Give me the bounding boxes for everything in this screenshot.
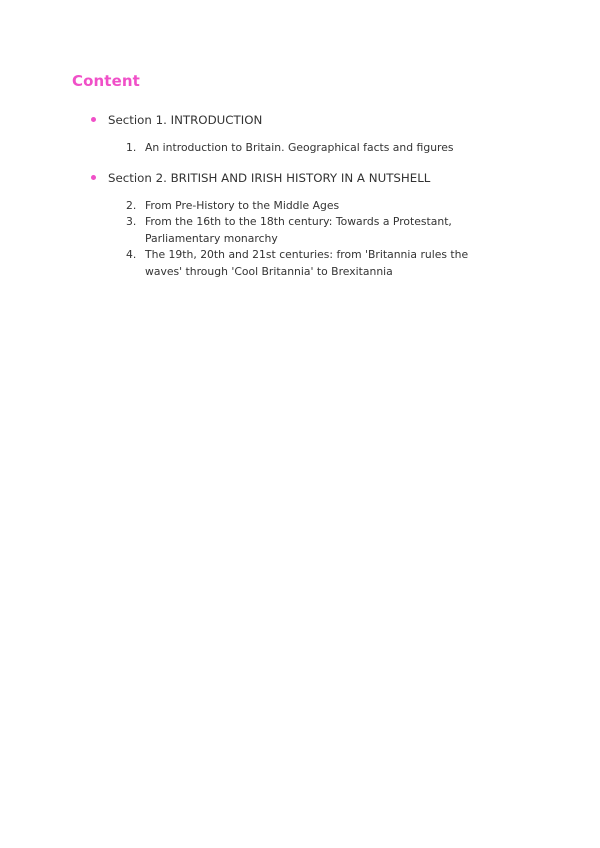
section-1-prefix: Section 1. [108, 113, 167, 127]
list-item-text: The 19th, 20th and 21st centuries: from 'Britannia rules the waves' through 'Cool Britannia' to Brexitannia [145, 248, 469, 278]
section-2 [91, 170, 531, 281]
list-item [126, 214, 506, 247]
list-item-number: 2. [126, 198, 137, 212]
section-2-prefix: Section 2. [108, 170, 167, 185]
section-list [91, 112, 531, 280]
list-item [126, 140, 506, 157]
list-item-number: 3. [126, 215, 137, 228]
bullet-icon [91, 117, 96, 122]
list-item-text: An introduction to Britain. Geographical facts and figures [145, 141, 454, 154]
page-heading: Content [72, 72, 140, 90]
bullet-icon [91, 175, 96, 180]
section-2-line [91, 170, 531, 186]
section-1-items [126, 140, 506, 157]
list-item-number: 4. [126, 248, 137, 261]
list-item [126, 198, 506, 215]
list-item-number: 1. [126, 141, 137, 154]
section-2-items [126, 198, 506, 281]
list-item-text: From Pre-History to the Middle Ages [145, 198, 340, 212]
list-item-text: From the 16th to the 18th century: Towards a Protestant, Parliamentary monarchy [145, 215, 452, 245]
list-item [126, 247, 506, 280]
section-1-line [91, 112, 531, 128]
section-1 [91, 112, 531, 157]
section-1-title: INTRODUCTION [170, 113, 263, 127]
section-2-title: BRITISH AND IRISH HISTORY IN A NUTSHELL [170, 170, 431, 185]
